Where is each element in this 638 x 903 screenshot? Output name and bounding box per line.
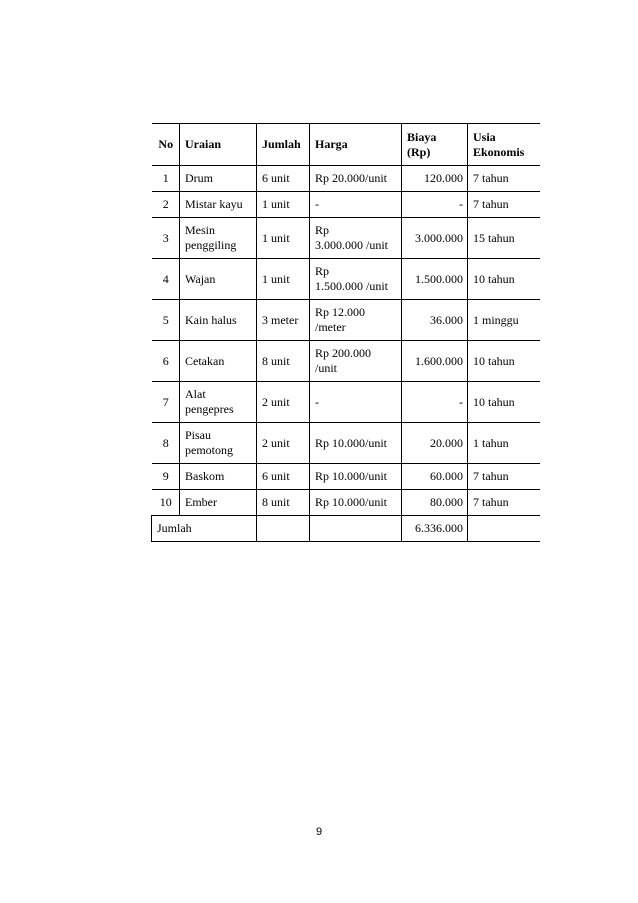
header-jumlah: Jumlah bbox=[257, 124, 310, 166]
cell-no: 2 bbox=[152, 192, 180, 218]
cell-uraian-line: Alat bbox=[185, 387, 206, 401]
table-body bbox=[152, 166, 540, 516]
cell-jumlah: 1 unit bbox=[257, 259, 310, 300]
table-row bbox=[152, 192, 540, 218]
cell-uraian bbox=[180, 166, 257, 192]
cell-biaya: 80.000 bbox=[402, 490, 468, 516]
table-row bbox=[152, 341, 540, 382]
cell-biaya: 1.500.000 bbox=[402, 259, 468, 300]
cell-usia: 7 tahun bbox=[468, 166, 540, 192]
cell-jumlah: 2 unit bbox=[257, 423, 310, 464]
page-number: 9 bbox=[315, 826, 323, 838]
header-uraian: Uraian bbox=[180, 124, 257, 166]
cell-jumlah: 1 unit bbox=[257, 192, 310, 218]
cell-harga bbox=[310, 423, 402, 464]
total-row bbox=[152, 516, 540, 542]
cell-no: 9 bbox=[152, 464, 180, 490]
cell-harga bbox=[310, 192, 402, 218]
cost-table bbox=[151, 123, 540, 542]
cell-biaya: 1.600.000 bbox=[402, 341, 468, 382]
cell-usia: 7 tahun bbox=[468, 192, 540, 218]
table-row bbox=[152, 490, 540, 516]
cell-jumlah: 3 meter bbox=[257, 300, 310, 341]
header-no: No bbox=[152, 124, 180, 166]
cell-uraian bbox=[180, 382, 257, 423]
cell-jumlah: 6 unit bbox=[257, 464, 310, 490]
cell-harga-line: /unit bbox=[315, 361, 338, 375]
cell-uraian-line: Ember bbox=[185, 495, 217, 509]
header-usia bbox=[468, 124, 540, 166]
cell-jumlah: 1 unit bbox=[257, 218, 310, 259]
cell-harga-line: Rp 200.000 bbox=[315, 346, 372, 360]
cell-uraian-line: pemotong bbox=[185, 443, 233, 457]
table-row bbox=[152, 300, 540, 341]
cell-harga-line: 3.000.000 /unit bbox=[315, 238, 389, 252]
table-row bbox=[152, 464, 540, 490]
cell-harga-line: Rp 20.000/unit bbox=[315, 171, 388, 185]
header-biaya-line2: (Rp) bbox=[407, 144, 431, 159]
cell-usia: 1 minggu bbox=[468, 300, 540, 341]
cell-usia: 10 tahun bbox=[468, 259, 540, 300]
cell-usia: 10 tahun bbox=[468, 341, 540, 382]
cell-biaya: 36.000 bbox=[402, 300, 468, 341]
cell-uraian-line: Mesin bbox=[185, 223, 215, 237]
table-header-row bbox=[152, 124, 540, 166]
cell-uraian bbox=[180, 300, 257, 341]
cell-harga-line: Rp 12.000 bbox=[315, 305, 366, 319]
total-biaya: 6.336.000 bbox=[402, 516, 468, 542]
cell-usia: 10 tahun bbox=[468, 382, 540, 423]
cell-usia: 1 tahun bbox=[468, 423, 540, 464]
total-empty-harga bbox=[310, 516, 402, 542]
cell-uraian bbox=[180, 341, 257, 382]
cell-no: 4 bbox=[152, 259, 180, 300]
total-label: Jumlah bbox=[152, 516, 257, 542]
cell-no: 1 bbox=[152, 166, 180, 192]
cell-harga-line: - bbox=[315, 394, 319, 409]
cell-biaya: - bbox=[402, 382, 468, 423]
cell-harga bbox=[310, 218, 402, 259]
header-biaya-line1: Biaya bbox=[407, 129, 437, 144]
cell-jumlah: 8 unit bbox=[257, 341, 310, 382]
cell-harga-line: Rp bbox=[315, 223, 330, 237]
cell-biaya: - bbox=[402, 192, 468, 218]
total-empty-jumlah bbox=[257, 516, 310, 542]
cell-uraian-line: pengepres bbox=[185, 402, 234, 416]
cell-uraian-line: Mistar kayu bbox=[185, 197, 243, 211]
cell-usia: 15 tahun bbox=[468, 218, 540, 259]
cell-uraian-line: Kain halus bbox=[185, 312, 237, 327]
cell-harga bbox=[310, 259, 402, 300]
cell-harga-line: Rp 10.000/unit bbox=[315, 435, 388, 450]
cell-uraian bbox=[180, 192, 257, 218]
total-empty-usia bbox=[468, 516, 540, 542]
cell-harga-line: - bbox=[315, 197, 319, 211]
cell-harga-line: 1.500.000 /unit bbox=[315, 279, 389, 293]
header-usia-line1: Usia bbox=[473, 129, 496, 144]
cell-no: 6 bbox=[152, 341, 180, 382]
cell-harga-line: Rp bbox=[315, 264, 330, 278]
cell-no: 5 bbox=[152, 300, 180, 341]
cell-biaya: 60.000 bbox=[402, 464, 468, 490]
cell-no: 10 bbox=[152, 490, 180, 516]
cell-harga-line: Rp 10.000/unit bbox=[315, 469, 388, 483]
cell-harga-line: /meter bbox=[315, 320, 346, 334]
cell-uraian bbox=[180, 490, 257, 516]
cell-biaya: 3.000.000 bbox=[402, 218, 468, 259]
cell-no: 8 bbox=[152, 423, 180, 464]
cell-no: 3 bbox=[152, 218, 180, 259]
cell-no: 7 bbox=[152, 382, 180, 423]
cell-harga-line: Rp 10.000/unit bbox=[315, 495, 388, 509]
cell-uraian-line: Pisau bbox=[185, 428, 212, 442]
cell-harga bbox=[310, 166, 402, 192]
cell-uraian-line: Drum bbox=[185, 171, 213, 185]
cell-harga bbox=[310, 490, 402, 516]
cell-uraian bbox=[180, 423, 257, 464]
cell-biaya: 20.000 bbox=[402, 423, 468, 464]
cell-harga bbox=[310, 300, 402, 341]
table-row bbox=[152, 382, 540, 423]
cell-usia: 7 tahun bbox=[468, 464, 540, 490]
cell-jumlah: 8 unit bbox=[257, 490, 310, 516]
header-harga: Harga bbox=[310, 124, 402, 166]
cell-biaya: 120.000 bbox=[402, 166, 468, 192]
cell-uraian bbox=[180, 464, 257, 490]
cell-jumlah: 2 unit bbox=[257, 382, 310, 423]
cell-uraian-line: Cetakan bbox=[185, 353, 225, 368]
cell-uraian bbox=[180, 259, 257, 300]
cell-jumlah: 6 unit bbox=[257, 166, 310, 192]
table-row bbox=[152, 166, 540, 192]
cell-usia: 7 tahun bbox=[468, 490, 540, 516]
header-usia-line2: Ekonomis bbox=[473, 144, 525, 159]
cell-uraian-line: penggiling bbox=[185, 238, 237, 252]
table-row bbox=[152, 218, 540, 259]
cell-harga bbox=[310, 341, 402, 382]
cell-uraian-line: Wajan bbox=[185, 271, 216, 286]
cell-harga bbox=[310, 464, 402, 490]
cell-uraian-line: Baskom bbox=[185, 469, 225, 483]
cell-harga bbox=[310, 382, 402, 423]
table-row bbox=[152, 259, 540, 300]
table-row bbox=[152, 423, 540, 464]
cell-uraian bbox=[180, 218, 257, 259]
header-biaya bbox=[402, 124, 468, 166]
